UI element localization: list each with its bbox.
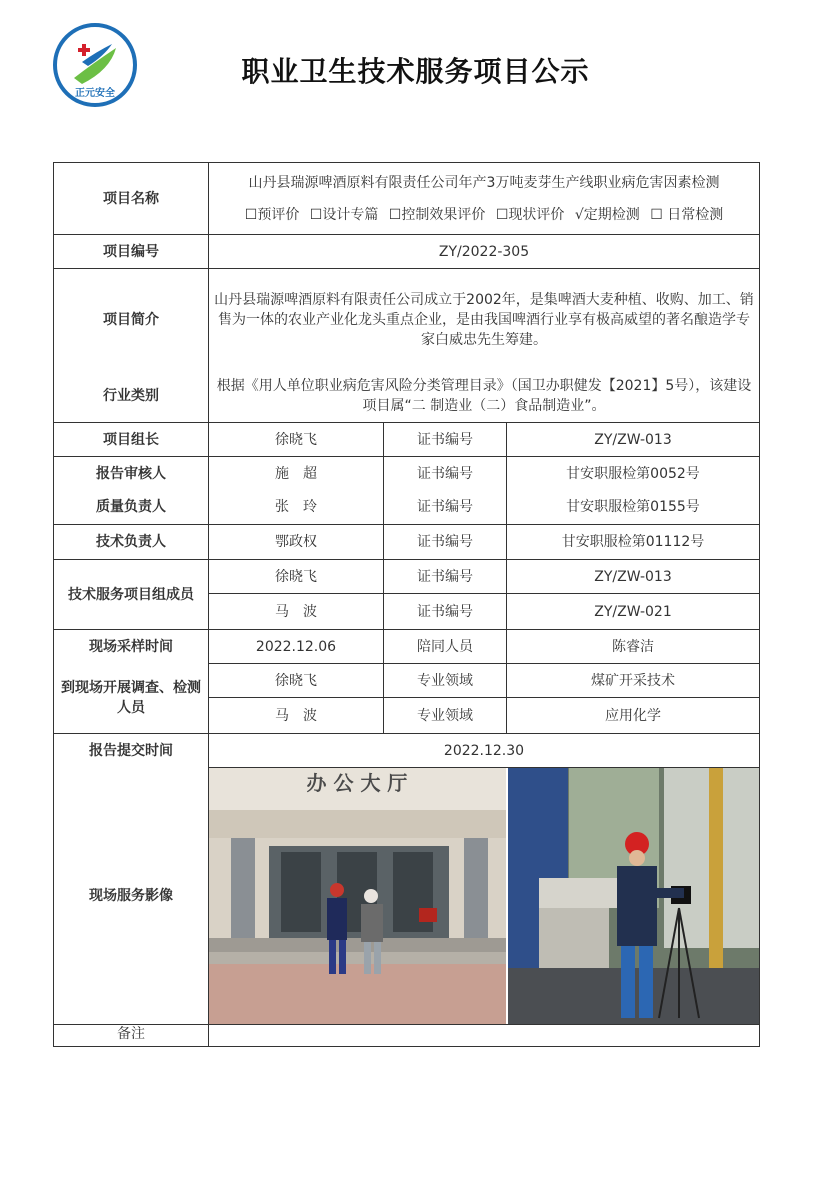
- reviewer-cert: 甘安职服检第0052号: [507, 457, 760, 491]
- tech-lead-cert-label: 证书编号: [384, 525, 507, 560]
- accompany-label: 陪同人员: [384, 630, 507, 664]
- onsite-label: 到现场开展调查、检测人员: [54, 664, 209, 734]
- onsite-member-name: 徐晓飞: [209, 664, 384, 698]
- project-name-cell: [209, 163, 760, 235]
- sampling-date: 2022.12.06: [209, 630, 384, 664]
- leader-label: 项目组长: [54, 423, 209, 457]
- project-intro-value: 山丹县瑞源啤酒原料有限责任公司成立于2002年，是集啤酒大麦种植、收购、加工、销售为一体的农业产业化龙头重点企业，是由我国啤酒行业享有极高威望的著名酿造学专家白威忠先生筹建。: [209, 269, 760, 371]
- reviewer-label: 报告审核人: [54, 457, 209, 491]
- quality-label: 质量负责人: [54, 491, 209, 525]
- quality-cert: 甘安职服检第0155号: [507, 491, 760, 525]
- accompany-name: 陈睿洁: [507, 630, 760, 664]
- team-member-cert-label: 证书编号: [384, 560, 507, 594]
- option-status-evaluation: ☐现状评价: [495, 206, 565, 223]
- onsite-field: 煤矿开采技术: [507, 664, 760, 698]
- leader-cert-label: 证书编号: [384, 423, 507, 457]
- onsite-field: 应用化学: [507, 698, 760, 734]
- tech-lead-cert: 甘安职服检第01112号: [507, 525, 760, 560]
- leader-name: 徐晓飞: [209, 423, 384, 457]
- sampling-label: 现场采样时间: [54, 630, 209, 664]
- team-member-name: 徐晓飞: [209, 560, 384, 594]
- reviewer-name: 施 超: [209, 457, 384, 491]
- option-pre-evaluation: ☐预评价: [244, 206, 300, 223]
- team-member-cert: ZY/ZW-013: [507, 560, 760, 594]
- team-member-cert: ZY/ZW-021: [507, 594, 760, 630]
- logo-text: 正元安全: [75, 88, 115, 99]
- photos-cell: [209, 768, 760, 1025]
- option-design: ☐设计专篇: [309, 206, 379, 223]
- info-table: [53, 162, 760, 1047]
- option-daily-detection: ☐ 日常检测: [650, 206, 724, 223]
- report-date-value: 2022.12.30: [209, 734, 760, 768]
- photo-factory-interior: [508, 768, 759, 1024]
- team-member-cert-label: 证书编号: [384, 594, 507, 630]
- site-photos: [209, 768, 759, 1024]
- project-name-label: 项目名称: [54, 163, 209, 235]
- photo-building-entrance: [209, 768, 506, 1024]
- page-title: 职业卫生技术服务项目公示: [241, 55, 590, 88]
- team-label: 技术服务项目组成员: [54, 560, 209, 630]
- industry-label: 行业类别: [54, 371, 209, 423]
- onsite-field-label: 专业领域: [384, 664, 507, 698]
- project-number-value: ZY/2022-305: [209, 235, 760, 269]
- building-sign-text: 办 公 大 厅: [306, 771, 408, 795]
- quality-cert-label: 证书编号: [384, 491, 507, 525]
- remarks-label: 备注: [54, 1025, 209, 1047]
- project-intro-label: 项目简介: [54, 269, 209, 371]
- reviewer-cert-label: 证书编号: [384, 457, 507, 491]
- project-number-label: 项目编号: [54, 235, 209, 269]
- onsite-field-label: 专业领域: [384, 698, 507, 734]
- industry-value: 根据《用人单位职业病危害风险分类管理目录》（国卫办职健发【2021】5号），该建设项目属“二 制造业（二）食品制造业”。: [209, 371, 760, 423]
- onsite-member-name: 马 波: [209, 698, 384, 734]
- tech-lead-name: 鄂政权: [209, 525, 384, 560]
- project-name-value: 山丹县瑞源啤酒原料有限责任公司年产3万吨麦芽生产线职业病危害因素检测: [248, 174, 720, 191]
- remarks-value: [209, 1025, 760, 1047]
- service-type-options: [242, 207, 726, 223]
- team-member-name: 马 波: [209, 594, 384, 630]
- tech-lead-label: 技术负责人: [54, 525, 209, 560]
- photos-label: 现场服务影像: [54, 768, 209, 1025]
- option-periodic-detection: √定期检测: [574, 206, 640, 223]
- report-date-label: 报告提交时间: [54, 734, 209, 768]
- quality-name: 张 玲: [209, 491, 384, 525]
- option-control-effect: ☐控制效果评价: [388, 206, 486, 223]
- leader-cert: ZY/ZW-013: [507, 423, 760, 457]
